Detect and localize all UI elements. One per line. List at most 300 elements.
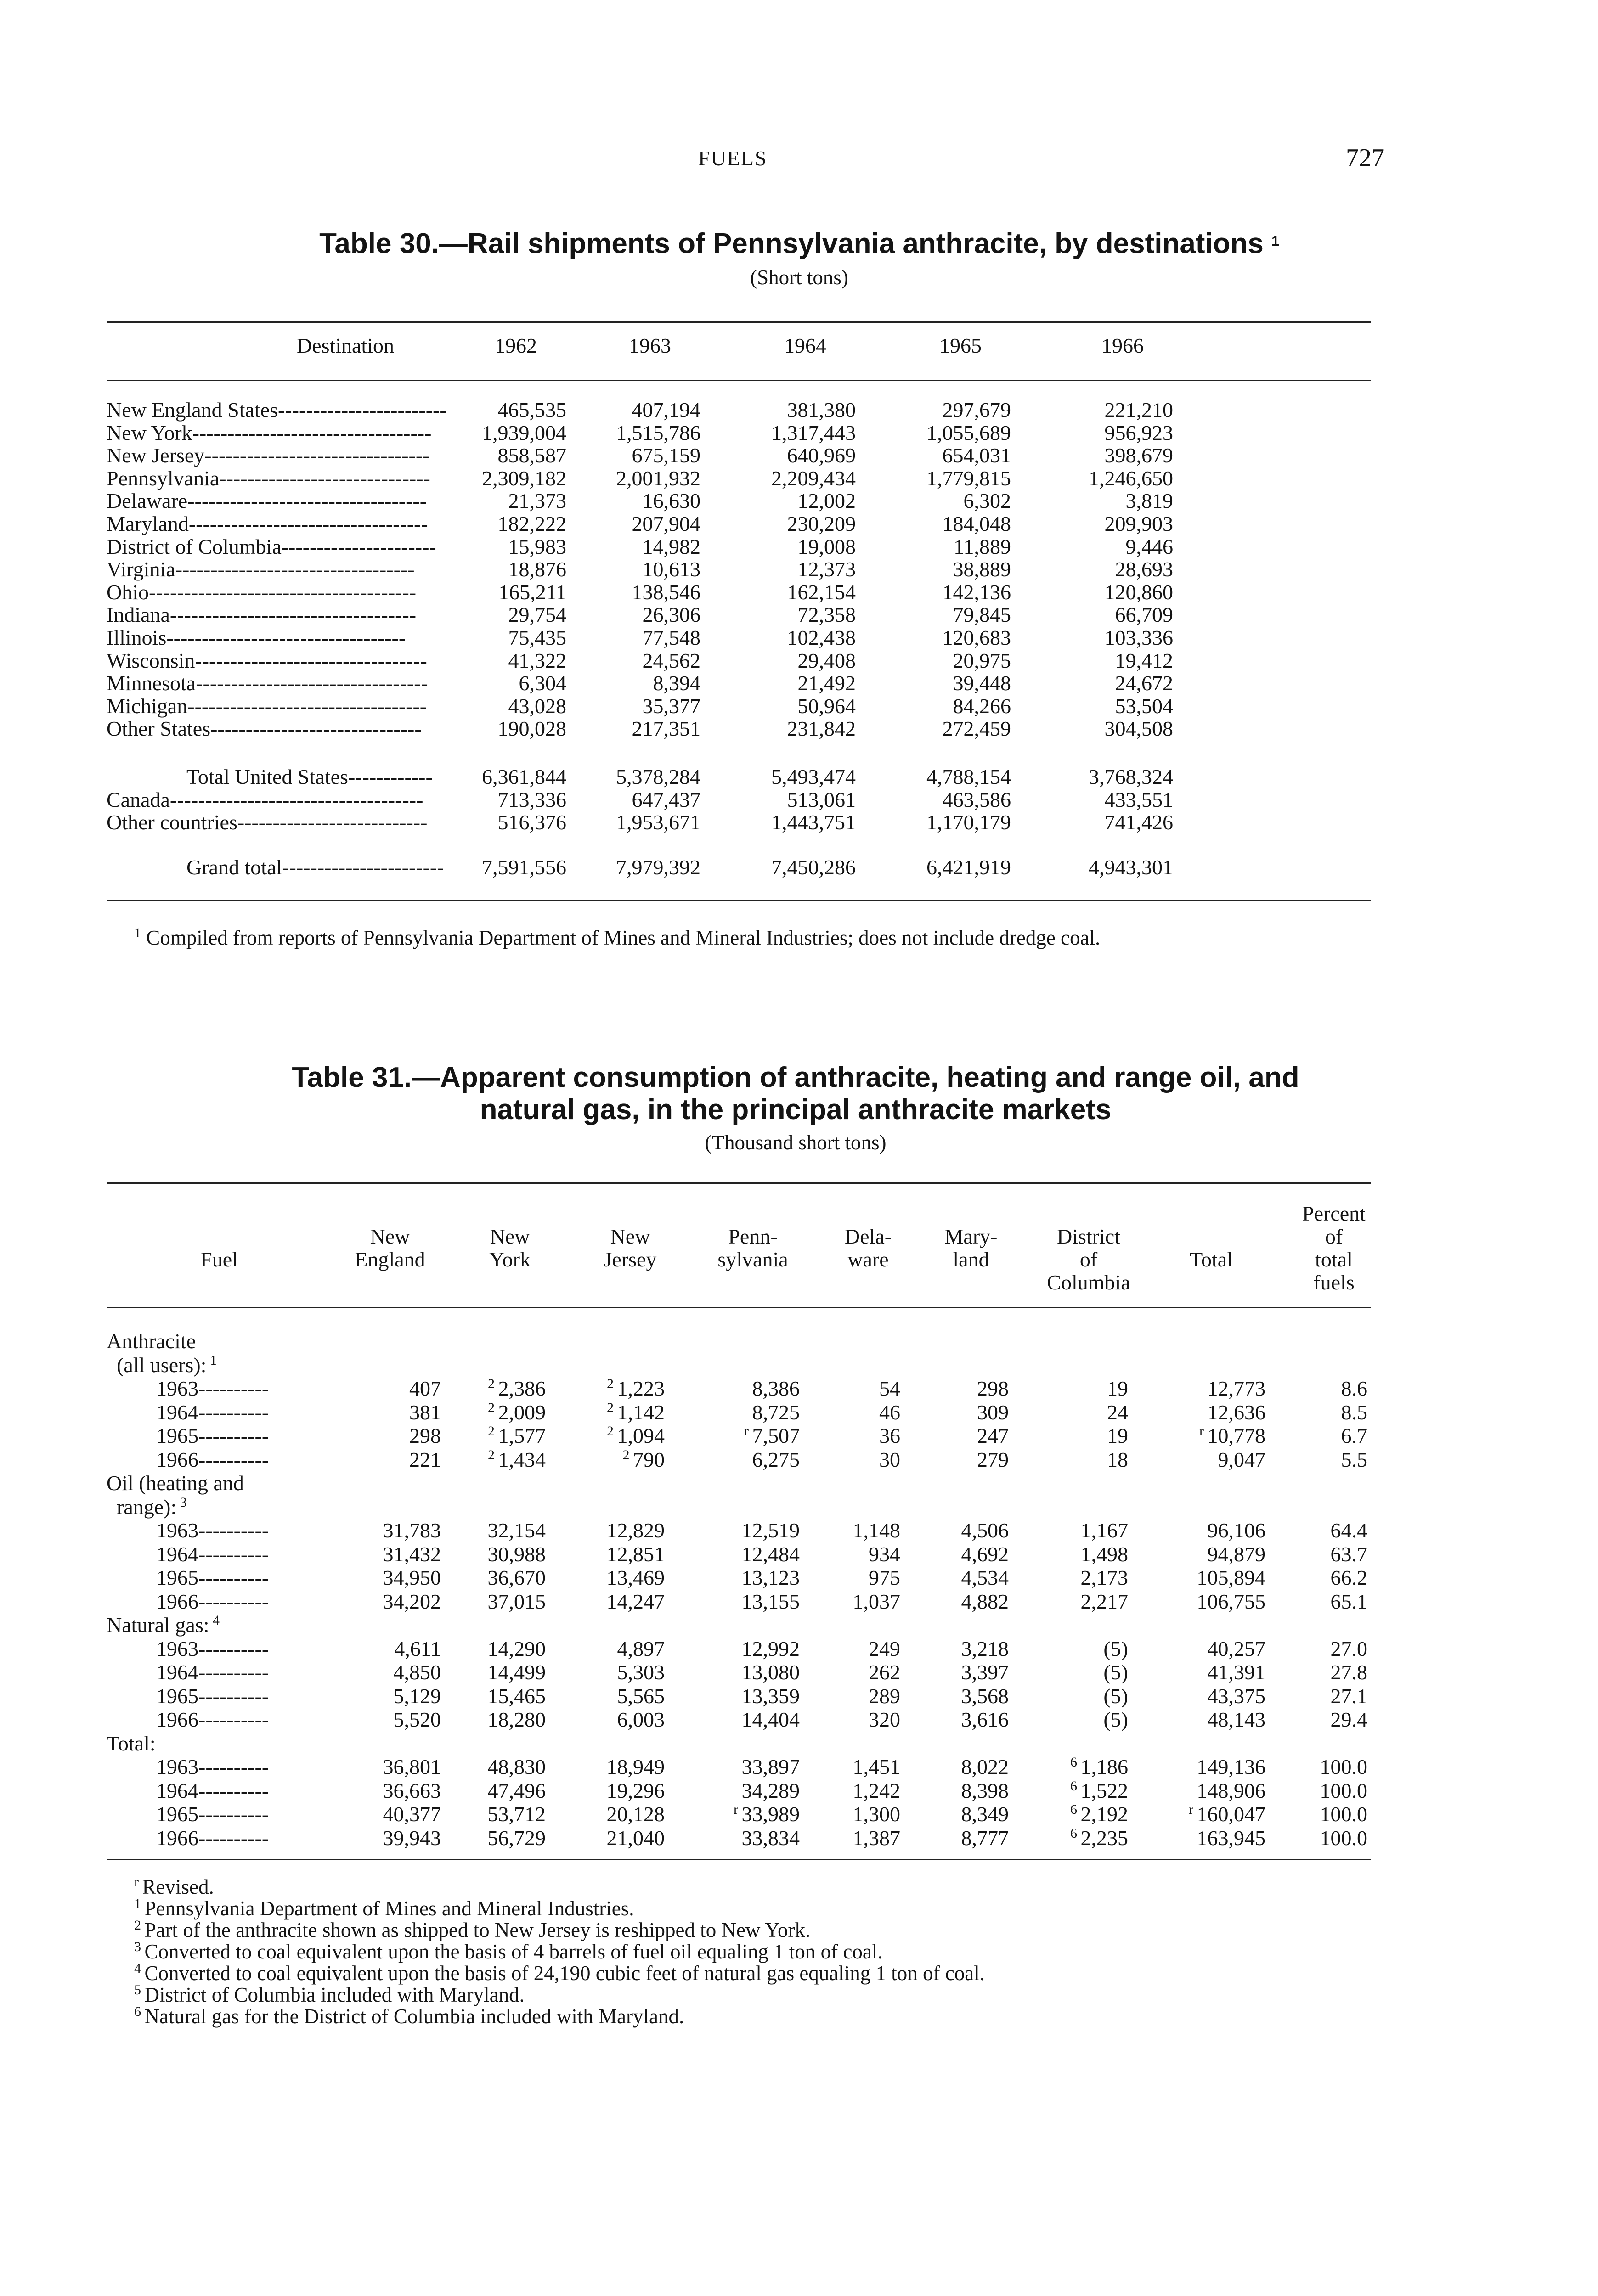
table30-row-value: 102,438 [787, 625, 856, 649]
table31-row-year: 1964---------- [156, 1660, 269, 1684]
table31-cell: 105,894 [1197, 1566, 1265, 1589]
table30-row-value: 20,975 [953, 648, 1011, 672]
table30-total-row-value: 1,443,751 [771, 810, 856, 834]
table31-cell: 37,015 [487, 1589, 546, 1613]
table31-cell: 279 [977, 1447, 1009, 1471]
table31-cell: 54 [879, 1377, 900, 1400]
table31-cell: 8,022 [961, 1755, 1009, 1778]
table31-footnote: $^r$ Revised. [134, 1874, 214, 1898]
table31-cell: 30 [879, 1447, 900, 1471]
table31-header-new-england: New England [355, 1225, 425, 1271]
table31-cell: 381 [409, 1400, 441, 1424]
table31-cell: 40,377 [383, 1802, 441, 1826]
table31-header-dc: District of Columbia [1047, 1225, 1130, 1294]
table31-group-heading [107, 1353, 1371, 1377]
table31-cell: 100.0 [1320, 1802, 1367, 1826]
table30-row-label: Pennsylvania------------------------------ [107, 466, 430, 490]
table31-cell: 41,391 [1207, 1660, 1265, 1684]
table31-footnote: $^1$ Pennsylvania Department of Mines and Mineral Industries. [134, 1896, 634, 1920]
table31-cell: (5) [1103, 1684, 1128, 1708]
table30-row-value: 8,394 [653, 671, 700, 695]
table31-cell: 48,830 [487, 1755, 546, 1778]
table31-cell: 19 [1107, 1377, 1128, 1400]
table31-cell: 14,404 [741, 1708, 800, 1731]
table31-cell: 12,773 [1207, 1377, 1265, 1400]
table31-cell: $^r$ 33,989 [734, 1802, 800, 1826]
table30-total-row-value: 741,426 [1104, 810, 1173, 834]
table31-cell-footnote-ref: r [744, 1424, 752, 1439]
table31-cell: 100.0 [1320, 1755, 1367, 1778]
table31-cell: 6,275 [752, 1447, 800, 1471]
table31-subtitle: (Thousand short tons) [705, 1131, 887, 1154]
table31-cell: 5,303 [617, 1660, 665, 1684]
table31-group-label: Anthracite [107, 1329, 196, 1353]
table31-cell: 8,725 [752, 1400, 800, 1424]
table31-group-footnote-ref: 1 [206, 1352, 217, 1368]
table31-cell: 100.0 [1320, 1826, 1367, 1850]
table31-cell: 31,432 [383, 1542, 441, 1566]
table31-cell-footnote-ref: 2 [607, 1376, 617, 1391]
table31-cell: $^6$ 2,192 [1070, 1802, 1128, 1826]
table30-row [107, 603, 1371, 626]
table31-cell: 14,499 [487, 1660, 546, 1684]
table30-row [107, 535, 1371, 558]
table31-cell-footnote-ref: 6 [1070, 1802, 1081, 1817]
table31-cell: 12,519 [741, 1519, 800, 1542]
table30-row-value: 72,358 [797, 603, 856, 627]
table30-grand-total [107, 856, 1371, 879]
table30-total-row-label: Other countries--------------------------- [107, 810, 428, 834]
table31-header-percent: Percent of total fuels [1302, 1202, 1366, 1294]
table31-row [107, 1377, 1371, 1401]
table30-row-value: 24,562 [642, 648, 700, 672]
table31-cell: 1,037 [853, 1589, 900, 1613]
table31-cell: 5,565 [617, 1684, 665, 1708]
table31-group-heading [107, 1613, 1371, 1637]
table31-cell: 934 [869, 1542, 900, 1566]
table30-row [107, 717, 1371, 740]
table31-cell: $^2$ 2,386 [488, 1376, 546, 1400]
table31-cell: 48,143 [1207, 1708, 1265, 1731]
table31-row-year: 1964---------- [156, 1542, 269, 1566]
table30-row-value: 640,969 [787, 444, 856, 467]
table31-cell: 32,154 [487, 1519, 546, 1542]
table31-cell-footnote-ref: 6 [1070, 1778, 1081, 1794]
table31-row-year: 1966---------- [156, 1589, 269, 1613]
table30-row-value: 120,860 [1104, 580, 1173, 604]
table31-cell: 4,692 [961, 1542, 1009, 1566]
table30-row-value: 21,373 [508, 489, 566, 513]
table31-cell: 27.1 [1330, 1684, 1367, 1708]
table31-cell: 298 [977, 1377, 1009, 1400]
table30-row-value: 1,055,689 [926, 421, 1011, 445]
table31-cell: $^2$ 1,223 [607, 1376, 665, 1400]
table30-row-value: 120,683 [942, 625, 1011, 649]
table30-row-label: New York---------------------------------- [107, 421, 432, 445]
table31-cell: 18,949 [606, 1755, 665, 1778]
table30-row-label: Ohio-------------------------------------- [107, 580, 417, 604]
table31-header-pennsylvania: Penn- sylvania [717, 1225, 788, 1271]
table30-row [107, 512, 1371, 535]
table30-row-value: 184,048 [942, 512, 1011, 535]
table30-row-value: 24,672 [1115, 671, 1173, 695]
table31-cell: 8,398 [961, 1778, 1009, 1802]
table31-cell: 5,520 [393, 1708, 441, 1731]
table31-cell: $^r$ 160,047 [1189, 1802, 1265, 1826]
table30-row-value: 138,546 [632, 580, 700, 604]
table31-cell: 13,123 [741, 1566, 800, 1589]
table30-row-label: Minnesota--------------------------------- [107, 671, 428, 695]
table31-footnote-mark: 3 [134, 1939, 145, 1954]
table30-row-value: 10,613 [642, 557, 700, 581]
table30-row-label: Virginia---------------------------------- [107, 557, 415, 581]
table31-cell: 1,148 [853, 1519, 900, 1542]
table31-row [107, 1660, 1371, 1684]
page-number: 727 [1346, 144, 1384, 172]
table30-row-value: 675,159 [632, 444, 700, 467]
table31-row-year: 1965---------- [156, 1802, 269, 1826]
table30-row-label: Wisconsin--------------------------------- [107, 648, 427, 672]
table30-row-value: 38,889 [953, 557, 1011, 581]
table31-cell: 13,155 [741, 1589, 800, 1613]
table31-group-label: Total: [107, 1731, 156, 1755]
table30-row-value: 297,679 [942, 398, 1011, 422]
table30-row-value: 858,587 [497, 444, 566, 467]
table31-cell: 34,950 [383, 1566, 441, 1589]
table31-cell-footnote-ref: r [1199, 1424, 1208, 1439]
table31-cell: 46 [879, 1400, 900, 1424]
table30-total-row-value: 3,768,324 [1089, 765, 1173, 788]
table30-top-rule [107, 321, 1371, 323]
table30-row-value: 18,876 [508, 557, 566, 581]
table31-cell: 262 [869, 1660, 900, 1684]
table31-cell: (5) [1103, 1637, 1128, 1660]
table31-cell: 24 [1107, 1400, 1128, 1424]
table31-top-rule [107, 1182, 1371, 1184]
table30-row [107, 444, 1371, 467]
table30-bottom-rule [107, 900, 1371, 901]
table31-cell: 6,003 [617, 1708, 665, 1731]
table30-title: Table 30.—Rail shipments of Pennsylvania anthracite, by destinations $^1$ [319, 228, 1279, 259]
table30-grand-row-value: 7,979,392 [616, 855, 700, 879]
table30-row [107, 581, 1371, 604]
table31-cell: 100.0 [1320, 1778, 1367, 1802]
table30-row-label: Michigan---------------------------------- [107, 694, 427, 718]
table30-row-value: 14,982 [642, 535, 700, 558]
table30-total-row-value: 1,953,671 [616, 810, 700, 834]
table31-row-year: 1965---------- [156, 1684, 269, 1708]
table31-footnote-mark: 2 [134, 1918, 145, 1933]
table30-row-label: Delaware---------------------------------- [107, 489, 427, 513]
table31-group-label: Natural gas: $^4$ [107, 1613, 220, 1637]
table31-cell: $^2$ 1,434 [488, 1447, 546, 1471]
table30-row-value: 182,222 [497, 512, 566, 535]
table31-cell: $^6$ 2,235 [1070, 1825, 1128, 1850]
table30-row-value: 1,779,815 [926, 466, 1011, 490]
table31-cell: 36 [879, 1424, 900, 1447]
table31-cell: 2,217 [1080, 1589, 1128, 1613]
table31-cell: $^6$ 1,522 [1070, 1778, 1128, 1802]
table30-row [107, 490, 1371, 512]
table31-footnote: $^3$ Converted to coal equivalent upon the basis of 4 barrels of fuel oil equaling 1 ton of coal. [134, 1939, 883, 1963]
table30-row-label: Indiana----------------------------------- [107, 603, 417, 627]
table30-row-label: Other States------------------------------ [107, 717, 422, 741]
table31-row [107, 1802, 1371, 1826]
table30-total-row-value: 6,361,844 [482, 765, 566, 788]
table30-total-row [107, 765, 1371, 788]
table31-cell: 8,386 [752, 1377, 800, 1400]
table31-footnote-mark: 6 [134, 2004, 145, 2019]
table31-cell: (5) [1103, 1660, 1128, 1684]
table31-cell: $^r$ 10,778 [1199, 1424, 1265, 1447]
table31-footnote: $^4$ Converted to coal equivalent upon the basis of 24,190 cubic feet of natural gas equaling 1 ton of coal. [134, 1961, 985, 1985]
table31-header-new-jersey: New Jersey [604, 1225, 657, 1271]
table31-row-year: 1963---------- [156, 1637, 269, 1660]
table31-group-heading [107, 1495, 1371, 1519]
table31-cell: 43,375 [1207, 1684, 1265, 1708]
table31-cell-footnote-ref: 6 [1070, 1825, 1081, 1841]
table30-row [107, 672, 1371, 695]
table31-cell: $^2$ 1,577 [488, 1424, 546, 1447]
table31-cell: 33,897 [741, 1755, 800, 1778]
table31-cell: 53,712 [487, 1802, 546, 1826]
table31-cell: 148,906 [1197, 1778, 1265, 1802]
table30-row-value: 230,209 [787, 512, 856, 535]
table31-cell-footnote-ref: 2 [488, 1376, 498, 1391]
table30-row-value: 162,154 [787, 580, 856, 604]
table30-row-value: 3,819 [1125, 489, 1173, 513]
table30-header-year: 1963 [629, 334, 671, 357]
table31-body [107, 1329, 1371, 1850]
table31-row-year: 1963---------- [156, 1755, 269, 1778]
table30-row-value: 207,904 [632, 512, 700, 535]
table31-cell: 18,280 [487, 1708, 546, 1731]
table31-cell-footnote-ref: 2 [488, 1447, 498, 1463]
table31-cell: 63.7 [1330, 1542, 1367, 1566]
table31-cell: $^2$ 2,009 [488, 1400, 546, 1424]
table31-cell: 975 [869, 1566, 900, 1589]
table30-row-value: 41,322 [508, 648, 566, 672]
table30-row-value: 66,709 [1115, 603, 1173, 627]
table30-totals [107, 765, 1371, 834]
table31-cell: 6.7 [1341, 1424, 1367, 1447]
table31-header-rule [107, 1307, 1371, 1308]
table30-total-row-value: 513,061 [787, 788, 856, 811]
table30-row-value: 26,306 [642, 603, 700, 627]
table30-total-row-value: 713,336 [497, 788, 566, 811]
table30-row-label: New Jersey-------------------------------- [107, 444, 430, 467]
table30-row-value: 77,548 [642, 625, 700, 649]
table31-footnote: $^6$ Natural gas for the District of Columbia included with Maryland. [134, 2004, 684, 2028]
table30-row-value: 165,211 [498, 580, 566, 604]
table31-group-heading [107, 1732, 1371, 1756]
table31-cell: 298 [409, 1424, 441, 1447]
table30-total-row-label: Canada------------------------------------ [107, 788, 423, 811]
table30-row [107, 558, 1371, 581]
table31-cell: 40,257 [1207, 1637, 1265, 1660]
table30-row-label: New England States------------------------ [107, 398, 447, 422]
table31-cell-footnote-ref: 2 [622, 1447, 633, 1463]
table30-row [107, 422, 1371, 445]
table30-row-value: 381,380 [787, 398, 856, 422]
table31-row-year: 1965---------- [156, 1424, 269, 1447]
table30-row-value: 29,754 [508, 603, 566, 627]
table31-group-heading [107, 1329, 1371, 1353]
table30-row-label: Maryland---------------------------------- [107, 512, 428, 535]
table31-cell: 96,106 [1207, 1519, 1265, 1542]
table30-row-value: 84,266 [953, 694, 1011, 718]
table30-row [107, 649, 1371, 672]
table31-cell: 3,218 [961, 1637, 1009, 1660]
table31-cell: 13,080 [741, 1660, 800, 1684]
table31-group-label: range): $^3$ [117, 1494, 187, 1519]
table30-total-row-value: 647,437 [632, 788, 700, 811]
table30-row-value: 465,535 [497, 398, 566, 422]
table31-footnote: $^5$ District of Columbia included with Maryland. [134, 1982, 525, 2006]
table31-group-footnote-ref: 3 [176, 1494, 187, 1510]
table30-row-value: 79,845 [953, 603, 1011, 627]
table30-total-row [107, 788, 1371, 811]
table31-cell: 30,988 [487, 1542, 546, 1566]
table31-cell: 56,729 [487, 1826, 546, 1850]
table31-cell: 3,568 [961, 1684, 1009, 1708]
table31-cell: 15,465 [487, 1684, 546, 1708]
table31-row [107, 1424, 1371, 1448]
table30-row-value: 43,028 [508, 694, 566, 718]
table31-cell: 19,296 [606, 1778, 665, 1802]
table30-row-value: 12,373 [797, 557, 856, 581]
table31-cell: 12,851 [606, 1542, 665, 1566]
table30-grand-row-label: Grand total----------------------- [186, 855, 444, 879]
table31-cell: 66.2 [1330, 1566, 1367, 1589]
table31-row-year: 1964---------- [156, 1778, 269, 1802]
table31-row-year: 1963---------- [156, 1519, 269, 1542]
table30-total-row-value: 5,493,474 [771, 765, 856, 788]
table31-cell: 3,616 [961, 1708, 1009, 1731]
table31-cell: 8.5 [1341, 1400, 1367, 1424]
table30-row-value: 407,194 [632, 398, 700, 422]
table30-row-value: 190,028 [497, 717, 566, 741]
table30-row-value: 21,492 [797, 671, 856, 695]
table30-row-value: 231,842 [787, 717, 856, 741]
table31-cell: 8,349 [961, 1802, 1009, 1826]
table31-cell: $^2$ 790 [622, 1447, 665, 1471]
table31-group-heading [107, 1471, 1371, 1495]
table30-row-label: Illinois---------------------------------- [107, 625, 406, 649]
table31-row [107, 1566, 1371, 1590]
table31-row-year: 1965---------- [156, 1566, 269, 1589]
table31-cell: 29.4 [1330, 1708, 1367, 1731]
table31-cell: 249 [869, 1637, 900, 1660]
table31-cell-footnote-ref: 2 [488, 1424, 498, 1439]
table30-row-value: 19,008 [797, 535, 856, 558]
table30-header-rule [107, 380, 1371, 381]
table31-cell-footnote-ref: r [734, 1802, 742, 1817]
table31-cell: 247 [977, 1424, 1009, 1447]
table31-cell: 94,879 [1207, 1542, 1265, 1566]
table31-cell: 8,777 [961, 1826, 1009, 1850]
table30-row-value: 103,336 [1104, 625, 1173, 649]
table30-row-value: 28,693 [1115, 557, 1173, 581]
table31-header-new-york: New York [489, 1225, 531, 1271]
table31-cell-footnote-ref: r [1189, 1802, 1197, 1817]
table31-group-label: Oil (heating and [107, 1471, 244, 1495]
table31-cell: 4,506 [961, 1519, 1009, 1542]
table31-cell-footnote-ref: 6 [1070, 1755, 1081, 1770]
table31-row [107, 1519, 1371, 1542]
table30-row-value: 39,448 [953, 671, 1011, 695]
table30-total-row-value: 463,586 [942, 788, 1011, 811]
table31-cell: 5.5 [1341, 1447, 1367, 1471]
table30-row-value: 1,317,443 [771, 421, 856, 445]
table31-cell: 33,834 [741, 1826, 800, 1850]
table31-cell: 39,943 [383, 1826, 441, 1850]
table31-cell-footnote-ref: 2 [607, 1424, 617, 1439]
table30-total-row-value: 5,378,284 [616, 765, 700, 788]
table31-cell: 27.0 [1330, 1637, 1367, 1660]
table31-cell: 21,040 [606, 1826, 665, 1850]
table31-header-delaware: Dela- ware [844, 1225, 892, 1271]
table31-footnote-mark: 1 [134, 1896, 145, 1911]
table30-row [107, 626, 1371, 649]
table30-grand-row-value: 7,450,286 [771, 855, 856, 879]
table31-cell: 4,897 [617, 1637, 665, 1660]
table31-cell: 12,636 [1207, 1400, 1265, 1424]
table31-cell: 106,755 [1197, 1589, 1265, 1613]
table30-header-year: 1966 [1101, 334, 1144, 357]
table31-cell: 289 [869, 1684, 900, 1708]
table30-row-value: 50,964 [797, 694, 856, 718]
table31-cell: 19 [1107, 1424, 1128, 1447]
table31-cell: 12,484 [741, 1542, 800, 1566]
table31-cell: 4,611 [394, 1637, 441, 1660]
table31-footnote-mark: 5 [134, 1982, 145, 1998]
table30-grand-row-value: 7,591,556 [482, 855, 566, 879]
table30-row-value: 2,309,182 [482, 466, 566, 490]
table31-row-year: 1963---------- [156, 1377, 269, 1400]
table31-cell: 18 [1107, 1447, 1128, 1471]
table30-total-row [107, 811, 1371, 834]
running-head: FUELS [698, 146, 768, 170]
table30-row-value: 75,435 [508, 625, 566, 649]
table31-header-total: Total [1190, 1248, 1233, 1271]
table30-row-value: 1,515,786 [616, 421, 700, 445]
table30-header-year: 1962 [495, 334, 537, 357]
table31-cell: 31,783 [383, 1519, 441, 1542]
table31-cell: 1,387 [853, 1826, 900, 1850]
table31-cell: 13,359 [741, 1684, 800, 1708]
table31-row [107, 1542, 1371, 1566]
table31-cell: 320 [869, 1708, 900, 1731]
table31-cell: 34,289 [741, 1778, 800, 1802]
table30-row-value: 221,210 [1104, 398, 1173, 422]
table31-cell: 1,167 [1080, 1519, 1128, 1542]
table31-cell: 4,850 [393, 1660, 441, 1684]
table30-grand-row-value: 4,943,301 [1089, 855, 1173, 879]
table30-row [107, 467, 1371, 490]
table31-cell: 1,451 [853, 1755, 900, 1778]
table30-row-value: 6,304 [519, 671, 566, 695]
table30-header-year: 1964 [784, 334, 826, 357]
table31-footnote-mark: 4 [134, 1961, 145, 1976]
table31-cell: 65.1 [1330, 1589, 1367, 1613]
table31-row [107, 1755, 1371, 1779]
table30-row-value: 217,351 [632, 717, 700, 741]
table30-row-value: 12,002 [797, 489, 856, 513]
table31-cell: 47,496 [487, 1778, 546, 1802]
table30-row-value: 398,679 [1104, 444, 1173, 467]
table31-row [107, 1708, 1371, 1732]
